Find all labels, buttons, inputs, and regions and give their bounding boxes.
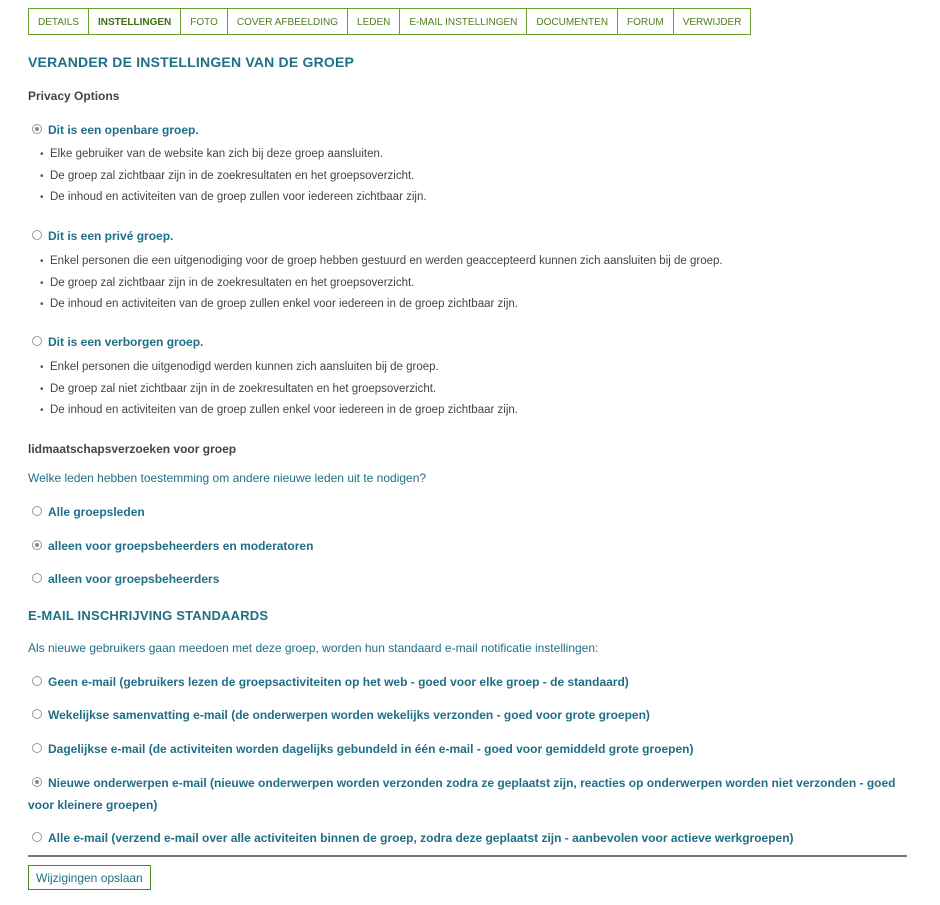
email-option-daily[interactable] [28,738,908,760]
radio-unchecked-icon[interactable] [32,230,42,240]
tab-cover-afbeelding[interactable]: COVER AFBEELDING [227,8,348,35]
tab-documenten[interactable]: DOCUMENTEN [526,8,618,35]
tab-verwijder[interactable]: VERWIJDER [673,8,752,35]
membership-question: Welke leden hebben toestemming om andere nieuwe leden uit te nodigen? [28,471,427,485]
list-item: • De groep zal zichtbaar zijn in de zoekresultaten en het groepsoverzicht. [28,273,723,295]
list-item: • Elke gebruiker van de website kan zich bij deze groep aansluiten. [28,144,427,166]
radio-checked-icon[interactable] [32,124,42,134]
list-item: • Enkel personen die een uitgenodiging voor de groep hebben gestuurd en werden geaccepteerd kunnen zich aansluiten bij de groep. [28,251,723,273]
privacy-public-bullets [28,144,427,209]
email-option-none[interactable] [28,671,908,693]
privacy-hidden-bullets [28,357,518,422]
privacy-options-label: Privacy Options [28,89,120,103]
email-option-all-label: Alle e-mail (verzend e-mail over alle activiteiten binnen de groep, zodra deze geplaatst zijn - aanbevolen voor actieve werkgroepen) [48,831,794,845]
invite-option-all-members-label: Alle groepsleden [48,505,145,519]
invite-option-admins[interactable] [28,568,908,590]
invite-option-all-members[interactable] [28,501,908,523]
radio-checked-icon[interactable] [32,540,42,550]
email-option-weekly[interactable] [28,704,908,726]
email-option-new-topics[interactable] [28,772,908,816]
tab-forum[interactable]: FORUM [617,8,674,35]
list-item: • De inhoud en activiteiten van de groep zullen enkel voor iedereen in de groep zichtbaar zijn. [28,400,518,422]
radio-unchecked-icon[interactable] [32,743,42,753]
list-item: • De inhoud en activiteiten van de groep zullen voor iedereen zichtbaar zijn. [28,187,427,209]
radio-unchecked-icon[interactable] [32,573,42,583]
radio-unchecked-icon[interactable] [32,506,42,516]
privacy-option-hidden-label: Dit is een verborgen groep. [48,335,204,349]
membership-label: lidmaatschapsverzoeken voor groep [28,442,237,456]
radio-unchecked-icon[interactable] [32,336,42,346]
list-item: • De groep zal zichtbaar zijn in de zoekresultaten en het groepsoverzicht. [28,166,427,188]
email-option-daily-label: Dagelijkse e-mail (de activiteiten worden dagelijks gebundeld in één e-mail - goed voor gemiddeld grote groepen) [48,742,694,756]
radio-unchecked-icon[interactable] [32,676,42,686]
radio-unchecked-icon[interactable] [32,709,42,719]
email-option-none-label: Geen e-mail (gebruikers lezen de groepsactiviteiten op het web - goed voor elke groep - de standaard) [48,675,629,689]
email-section-title: E-MAIL INSCHRIJVING STANDAARDS [28,608,269,623]
tab-leden[interactable]: LEDEN [347,8,400,35]
privacy-private-bullets [28,251,723,316]
tab-email-instellingen[interactable]: E-MAIL INSTELLINGEN [399,8,527,35]
email-option-weekly-label: Wekelijkse samenvatting e-mail (de onderwerpen worden wekelijks verzonden - goed voor grote groepen) [48,708,650,722]
tab-details[interactable]: DETAILS [28,8,89,35]
group-admin-tabs [28,8,750,35]
radio-unchecked-icon[interactable] [32,832,42,842]
invite-option-admins-label: alleen voor groepsbeheerders [48,572,220,586]
privacy-option-public-label: Dit is een openbare groep. [48,123,199,137]
privacy-option-private-label: Dit is een privé groep. [48,229,174,243]
privacy-option-public[interactable] [28,119,908,141]
radio-checked-icon[interactable] [32,777,42,787]
invite-option-admins-mods-label: alleen voor groepsbeheerders en moderatoren [48,539,314,553]
list-item: • Enkel personen die uitgenodigd werden kunnen zich aansluiten bij de groep. [28,357,518,379]
email-option-new-topics-label: Nieuwe onderwerpen e-mail (nieuwe onderwerpen worden verzonden zodra ze geplaatst zijn, reacties op onderwerpen worden niet verzonden - goed voor kleinere groepen) [28,776,896,812]
email-intro: Als nieuwe gebruikers gaan meedoen met deze groep, worden hun standaard e-mail notificatie instellingen: [28,641,599,655]
page-title: VERANDER DE INSTELLINGEN VAN DE GROEP [28,54,355,70]
email-option-all[interactable] [28,827,908,849]
divider [28,855,907,857]
privacy-option-hidden[interactable] [28,331,908,353]
tab-instellingen[interactable]: INSTELLINGEN [88,8,181,35]
list-item: • De inhoud en activiteiten van de groep zullen enkel voor iedereen in de groep zichtbaar zijn. [28,294,723,316]
save-changes-button[interactable]: Wijzigingen opslaan [28,865,151,890]
list-item: • De groep zal niet zichtbaar zijn in de zoekresultaten en het groepsoverzicht. [28,379,518,401]
invite-option-admins-mods[interactable] [28,535,908,557]
tab-foto[interactable]: FOTO [180,8,228,35]
privacy-option-private[interactable] [28,225,908,247]
